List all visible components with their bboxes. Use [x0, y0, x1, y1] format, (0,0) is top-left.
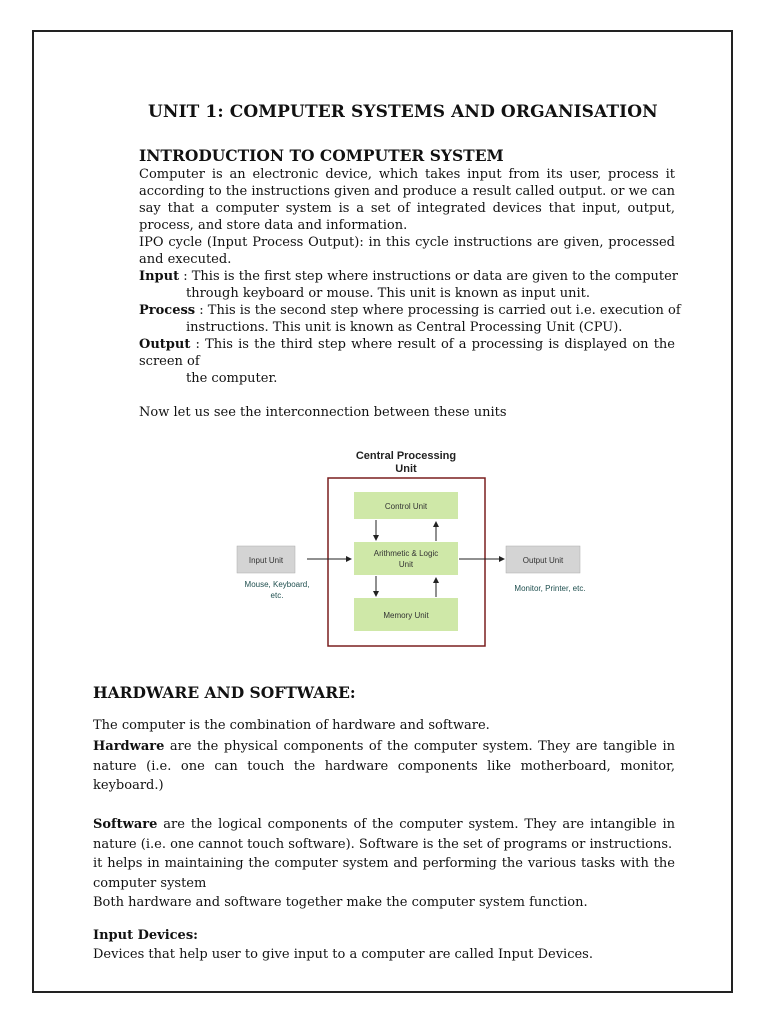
page-title: UNIT 1: COMPUTER SYSTEMS AND ORGANISATION [148, 102, 658, 122]
input-caption-line2: etc. [270, 591, 284, 600]
input-term: Input [139, 269, 180, 284]
alu-box [354, 542, 458, 575]
input-text-cont: through keyboard or mouse. This unit is known as input unit. [186, 286, 590, 301]
software-line: nature (i.e. one cannot touch software). Software is the set of programs or instructions. [93, 836, 673, 852]
spacer [139, 387, 675, 404]
interconnect-text: Now let us see the interconnection between these units [139, 405, 507, 420]
intro-line: according to the instructions given and produce a result called output. or we can [139, 184, 675, 199]
input-caption-line1: Mouse, Keyboard, [244, 580, 310, 589]
output-definition [139, 336, 675, 353]
cpu-title-line1: Central Processing [355, 450, 457, 462]
output-text-cont: screen of [139, 354, 200, 369]
software-paragraph [93, 815, 675, 913]
output-text-cont2: the computer. [186, 371, 278, 386]
hardware-line: nature (i.e. one can touch the hardware components like motherboard, monitor, [93, 758, 675, 774]
hardware-paragraph [93, 737, 675, 796]
intro-line: Computer is an electronic device, which takes input from its user, process it [139, 167, 675, 182]
input-devices-text: Devices that help user to give input to a computer are called Input Devices. [93, 947, 593, 962]
software-line [93, 815, 675, 835]
software-line: computer system [93, 875, 207, 891]
hardware-line [93, 737, 675, 757]
software-line: it helps in maintaining the computer system and performing the various tasks with the [93, 856, 675, 871]
input-unit-label: Input Unit [248, 556, 284, 565]
alu-label-line1: Arithmetic & Logic [373, 549, 439, 558]
input-text: : This is the first step where instructions or data are given to the computer [179, 269, 679, 284]
ipo-line: IPO cycle (Input Process Output): in this cycle instructions are given, processed [139, 235, 675, 250]
hw-sw-intro: The computer is the combination of hardware and software. [93, 718, 490, 733]
cpu-title-line2: Unit [395, 463, 417, 475]
output-term: Output [139, 337, 191, 352]
output-text: : This is the third step where result of a processing is displayed on the [190, 337, 675, 352]
hw-sw-heading: HARDWARE AND SOFTWARE: [93, 683, 356, 702]
input-definition [139, 268, 679, 285]
intro-line: process, and store data and information. [139, 218, 408, 233]
hardware-term: Hardware [93, 739, 165, 754]
software-term: Software [93, 817, 158, 832]
process-text: : This is the second step where processing is carried out i.e. execution of [195, 303, 681, 318]
ipo-line: and executed. [139, 252, 232, 267]
alu-label-line2: Unit [398, 560, 414, 569]
output-unit-label: Output Unit [522, 556, 564, 565]
software-text: are the logical components of the computer system. They are intangible in [157, 817, 675, 832]
intro-heading: INTRODUCTION TO COMPUTER SYSTEM [139, 146, 504, 165]
both-line: Both hardware and software together make the computer system function. [93, 895, 588, 910]
input-devices-heading: Input Devices: [93, 928, 198, 943]
hardware-line: keyboard.) [93, 778, 164, 793]
process-definition [139, 302, 681, 319]
intro-paragraph [139, 166, 681, 421]
control-unit-label: Control Unit [384, 502, 428, 511]
intro-line: say that a computer system is a set of integrated devices that input, output, [139, 201, 675, 216]
cpu-diagram [225, 444, 605, 654]
process-term: Process [139, 303, 196, 318]
hardware-text: are the physical components of the computer system. They are tangible in [164, 739, 675, 754]
memory-unit-label: Memory Unit [383, 611, 429, 620]
output-caption: Monitor, Printer, etc. [514, 584, 586, 593]
process-text-cont: instructions. This unit is known as Central Processing Unit (CPU). [186, 320, 623, 335]
